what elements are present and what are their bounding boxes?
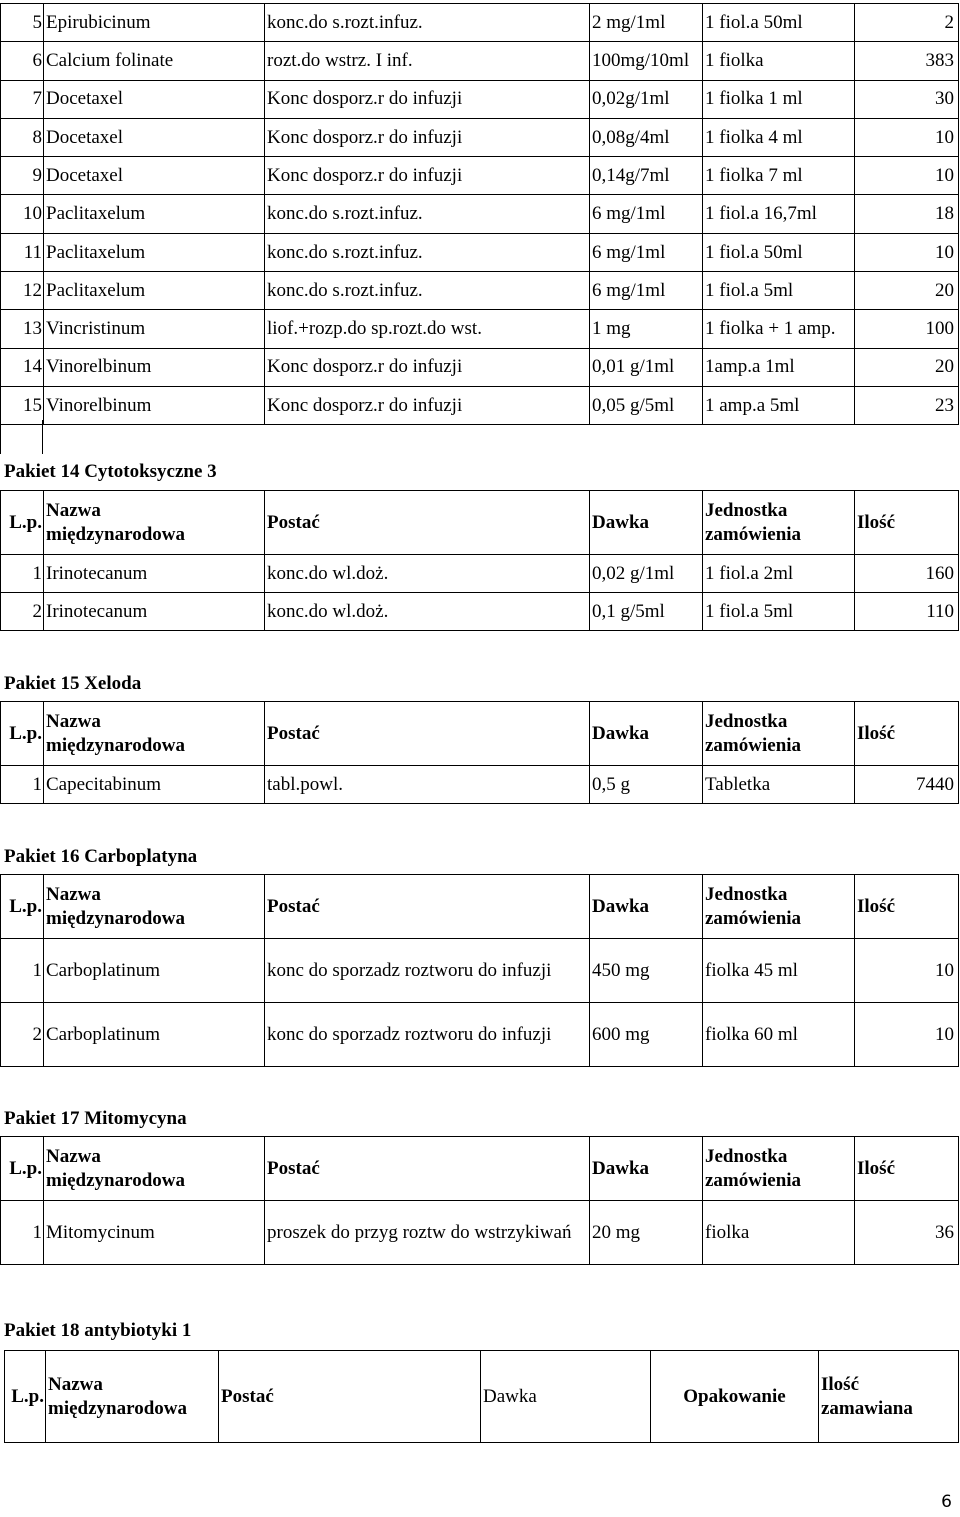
- pakiet-15-body: [1, 766, 959, 804]
- cell-postac: proszek do przyg roztw do wstrzykiwań: [265, 1201, 590, 1265]
- header-dawka: Dawka: [590, 702, 703, 766]
- cell-lp: 14: [1, 348, 44, 386]
- header-dawka: Dawka: [481, 1351, 651, 1443]
- cell-postac: konc.do s.rozt.infuz.: [265, 272, 590, 310]
- cell-postac: Konc dosporz.r do infuzji: [265, 386, 590, 424]
- cell-postac: konc.do s.rozt.infuz.: [265, 195, 590, 233]
- cell-lp: 1: [1, 766, 44, 804]
- cell-dawka: 1 mg: [590, 310, 703, 348]
- cell-jednostka: 1 fiolka: [703, 42, 855, 80]
- table-row: [1, 1003, 959, 1067]
- header-row: [1, 702, 959, 766]
- cell-lp: 12: [1, 272, 44, 310]
- header-row: [1, 491, 959, 555]
- cell-dawka: 0,02g/1ml: [590, 80, 703, 118]
- top-table: [0, 3, 959, 425]
- cell-jednostka: fiolka: [703, 1201, 855, 1265]
- table-stub-line: [0, 420, 1, 454]
- header-nazwa: Nazwa międzynarodowa: [46, 1351, 219, 1443]
- cell-postac: konc.do s.rozt.infuz.: [265, 4, 590, 42]
- cell-lp: 9: [1, 157, 44, 195]
- cell-ilosc: 20: [855, 348, 959, 386]
- header-jednostka: Jednostka zamówienia: [703, 491, 855, 555]
- cell-nazwa: Carboplatinum: [44, 939, 265, 1003]
- header-nazwa: Nazwa międzynarodowa: [44, 491, 265, 555]
- cell-lp: 1: [1, 1201, 44, 1265]
- cell-jednostka: 1 fiol.a 5ml: [703, 272, 855, 310]
- header-lp: L.p.: [1, 491, 44, 555]
- cell-jednostka: 1 fiolka 7 ml: [703, 157, 855, 195]
- header-dawka: Dawka: [590, 1137, 703, 1201]
- cell-dawka: 20 mg: [590, 1201, 703, 1265]
- header-jednostka: Jednostka zamówienia: [703, 702, 855, 766]
- cell-jednostka: 1amp.a 1ml: [703, 348, 855, 386]
- pakiet-16-title: Pakiet 16 Carboplatyna: [4, 846, 198, 867]
- cell-jednostka: 1 amp.a 5ml: [703, 386, 855, 424]
- cell-postac: Konc dosporz.r do infuzji: [265, 118, 590, 156]
- cell-lp: 10: [1, 195, 44, 233]
- pakiet-16-body: [1, 939, 959, 1067]
- cell-jednostka: fiolka 60 ml: [703, 1003, 855, 1067]
- cell-lp: 15: [1, 386, 44, 424]
- cell-postac: tabl.powl.: [265, 766, 590, 804]
- pakiet-14-body: [1, 555, 959, 631]
- header-nazwa: Nazwa międzynarodowa: [44, 875, 265, 939]
- cell-postac: liof.+rozp.do sp.rozt.do wst.: [265, 310, 590, 348]
- cell-ilosc: 10: [855, 1003, 959, 1067]
- cell-nazwa: Paclitaxelum: [44, 195, 265, 233]
- cell-jednostka: Tabletka: [703, 766, 855, 804]
- cell-jednostka: 1 fiol.a 2ml: [703, 555, 855, 593]
- cell-lp: 2: [1, 1003, 44, 1067]
- table-row: [1, 593, 959, 631]
- cell-ilosc: 2: [855, 4, 959, 42]
- cell-postac: konc do sporzadz roztworu do infuzji: [265, 1003, 590, 1067]
- table-stub-line: [42, 420, 43, 454]
- header-lp: L.p.: [1, 875, 44, 939]
- pakiet-18-title: Pakiet 18 antybiotyki 1: [4, 1320, 192, 1341]
- pakiet-17-table: [0, 1136, 959, 1265]
- cell-jednostka: 1 fiol.a 50ml: [703, 233, 855, 271]
- cell-nazwa: Mitomycinum: [44, 1201, 265, 1265]
- cell-dawka: 0,14g/7ml: [590, 157, 703, 195]
- cell-dawka: 0,01 g/1ml: [590, 348, 703, 386]
- cell-jednostka: 1 fiolka 4 ml: [703, 118, 855, 156]
- cell-postac: konc.do wl.doż.: [265, 593, 590, 631]
- cell-nazwa: Docetaxel: [44, 118, 265, 156]
- cell-ilosc: 10: [855, 157, 959, 195]
- cell-nazwa: Vincristinum: [44, 310, 265, 348]
- header-ilosc: Ilość: [855, 491, 959, 555]
- cell-nazwa: Paclitaxelum: [44, 272, 265, 310]
- pakiet-15-table: [0, 701, 959, 804]
- table-row: [1, 555, 959, 593]
- cell-nazwa: Irinotecanum: [44, 555, 265, 593]
- header-postac: Postać: [265, 875, 590, 939]
- cell-postac: konc.do s.rozt.infuz.: [265, 233, 590, 271]
- cell-lp: 1: [1, 939, 44, 1003]
- cell-ilosc: 383: [855, 42, 959, 80]
- header-nazwa: Nazwa międzynarodowa: [44, 702, 265, 766]
- header-postac: Postać: [265, 491, 590, 555]
- cell-nazwa: Vinorelbinum: [44, 386, 265, 424]
- cell-dawka: 0,1 g/5ml: [590, 593, 703, 631]
- cell-dawka: 2 mg/1ml: [590, 4, 703, 42]
- cell-jednostka: 1 fiol.a 5ml: [703, 593, 855, 631]
- table-row: [1, 766, 959, 804]
- cell-dawka: 450 mg: [590, 939, 703, 1003]
- pakiet-16-table: [0, 874, 959, 1067]
- header-ilosc: Ilość: [855, 702, 959, 766]
- header-postac: Postać: [219, 1351, 481, 1443]
- cell-ilosc: 10: [855, 233, 959, 271]
- table-row: [1, 4, 959, 42]
- cell-dawka: 0,02 g/1ml: [590, 555, 703, 593]
- cell-nazwa: Paclitaxelum: [44, 233, 265, 271]
- table-row: [1, 233, 959, 271]
- cell-postac: Konc dosporz.r do infuzji: [265, 348, 590, 386]
- cell-ilosc: 23: [855, 386, 959, 424]
- cell-nazwa: Epirubicinum: [44, 4, 265, 42]
- cell-lp: 6: [1, 42, 44, 80]
- cell-postac: rozt.do wstrz. I inf.: [265, 42, 590, 80]
- table-row: [1, 348, 959, 386]
- table-row: [1, 42, 959, 80]
- pakiet-18-table: [4, 1350, 959, 1443]
- cell-ilosc: 20: [855, 272, 959, 310]
- pakiet-17-body: [1, 1201, 959, 1265]
- table-row: [1, 157, 959, 195]
- header-lp: L.p.: [1, 702, 44, 766]
- pakiet-14-title: Pakiet 14 Cytotoksyczne 3: [4, 461, 217, 482]
- cell-jednostka: 1 fiolka 1 ml: [703, 80, 855, 118]
- cell-dawka: 100mg/10ml: [590, 42, 703, 80]
- cell-lp: 13: [1, 310, 44, 348]
- header-ilosc-zamawiana: Ilość zamawiana: [819, 1351, 959, 1443]
- cell-dawka: 6 mg/1ml: [590, 195, 703, 233]
- cell-ilosc: 10: [855, 118, 959, 156]
- table-row: [1, 939, 959, 1003]
- cell-postac: konc do sporzadz roztworu do infuzji: [265, 939, 590, 1003]
- table-row: [1, 80, 959, 118]
- header-jednostka: Jednostka zamówienia: [703, 1137, 855, 1201]
- header-lp: L.p.: [1, 1137, 44, 1201]
- cell-lp: 2: [1, 593, 44, 631]
- cell-ilosc: 110: [855, 593, 959, 631]
- cell-nazwa: Vinorelbinum: [44, 348, 265, 386]
- cell-dawka: 6 mg/1ml: [590, 233, 703, 271]
- cell-lp: 5: [1, 4, 44, 42]
- header-row: [5, 1351, 959, 1443]
- cell-postac: Konc dosporz.r do infuzji: [265, 157, 590, 195]
- header-row: [1, 1137, 959, 1201]
- table-row: [1, 118, 959, 156]
- cell-ilosc: 7440: [855, 766, 959, 804]
- cell-lp: 8: [1, 118, 44, 156]
- cell-dawka: 0,05 g/5ml: [590, 386, 703, 424]
- cell-ilosc: 36: [855, 1201, 959, 1265]
- header-jednostka: Jednostka zamówienia: [703, 875, 855, 939]
- table-row: [1, 310, 959, 348]
- pakiet-17-title: Pakiet 17 Mitomycyna: [4, 1108, 187, 1129]
- cell-dawka: 6 mg/1ml: [590, 272, 703, 310]
- cell-lp: 1: [1, 555, 44, 593]
- header-row: [1, 875, 959, 939]
- cell-dawka: 600 mg: [590, 1003, 703, 1067]
- cell-postac: konc.do wl.doż.: [265, 555, 590, 593]
- cell-dawka: 0,5 g: [590, 766, 703, 804]
- cell-dawka: 0,08g/4ml: [590, 118, 703, 156]
- header-dawka: Dawka: [590, 491, 703, 555]
- cell-lp: 7: [1, 80, 44, 118]
- table-row: [1, 195, 959, 233]
- cell-ilosc: 18: [855, 195, 959, 233]
- header-nazwa: Nazwa międzynarodowa: [44, 1137, 265, 1201]
- table-row: [1, 1201, 959, 1265]
- header-ilosc: Ilość: [855, 875, 959, 939]
- header-postac: Postać: [265, 1137, 590, 1201]
- header-postac: Postać: [265, 702, 590, 766]
- pakiet-14-table: [0, 490, 959, 631]
- cell-jednostka: 1 fiolka + 1 amp.: [703, 310, 855, 348]
- header-opakowanie: Opakowanie: [651, 1351, 819, 1443]
- cell-jednostka: fiolka 45 ml: [703, 939, 855, 1003]
- cell-postac: Konc dosporz.r do infuzji: [265, 80, 590, 118]
- cell-lp: 11: [1, 233, 44, 271]
- cell-nazwa: Docetaxel: [44, 80, 265, 118]
- header-ilosc: Ilość: [855, 1137, 959, 1201]
- header-dawka: Dawka: [590, 875, 703, 939]
- top-table-body: [1, 4, 959, 425]
- cell-nazwa: Carboplatinum: [44, 1003, 265, 1067]
- table-row: [1, 386, 959, 424]
- page-number: 6: [941, 1492, 952, 1512]
- cell-nazwa: Capecitabinum: [44, 766, 265, 804]
- cell-jednostka: 1 fiol.a 16,7ml: [703, 195, 855, 233]
- header-lp: L.p.: [5, 1351, 46, 1443]
- cell-ilosc: 160: [855, 555, 959, 593]
- cell-nazwa: Docetaxel: [44, 157, 265, 195]
- cell-ilosc: 30: [855, 80, 959, 118]
- cell-ilosc: 100: [855, 310, 959, 348]
- table-row: [1, 272, 959, 310]
- cell-nazwa: Calcium folinate: [44, 42, 265, 80]
- cell-nazwa: Irinotecanum: [44, 593, 265, 631]
- cell-ilosc: 10: [855, 939, 959, 1003]
- pakiet-15-title: Pakiet 15 Xeloda: [4, 673, 142, 694]
- cell-jednostka: 1 fiol.a 50ml: [703, 4, 855, 42]
